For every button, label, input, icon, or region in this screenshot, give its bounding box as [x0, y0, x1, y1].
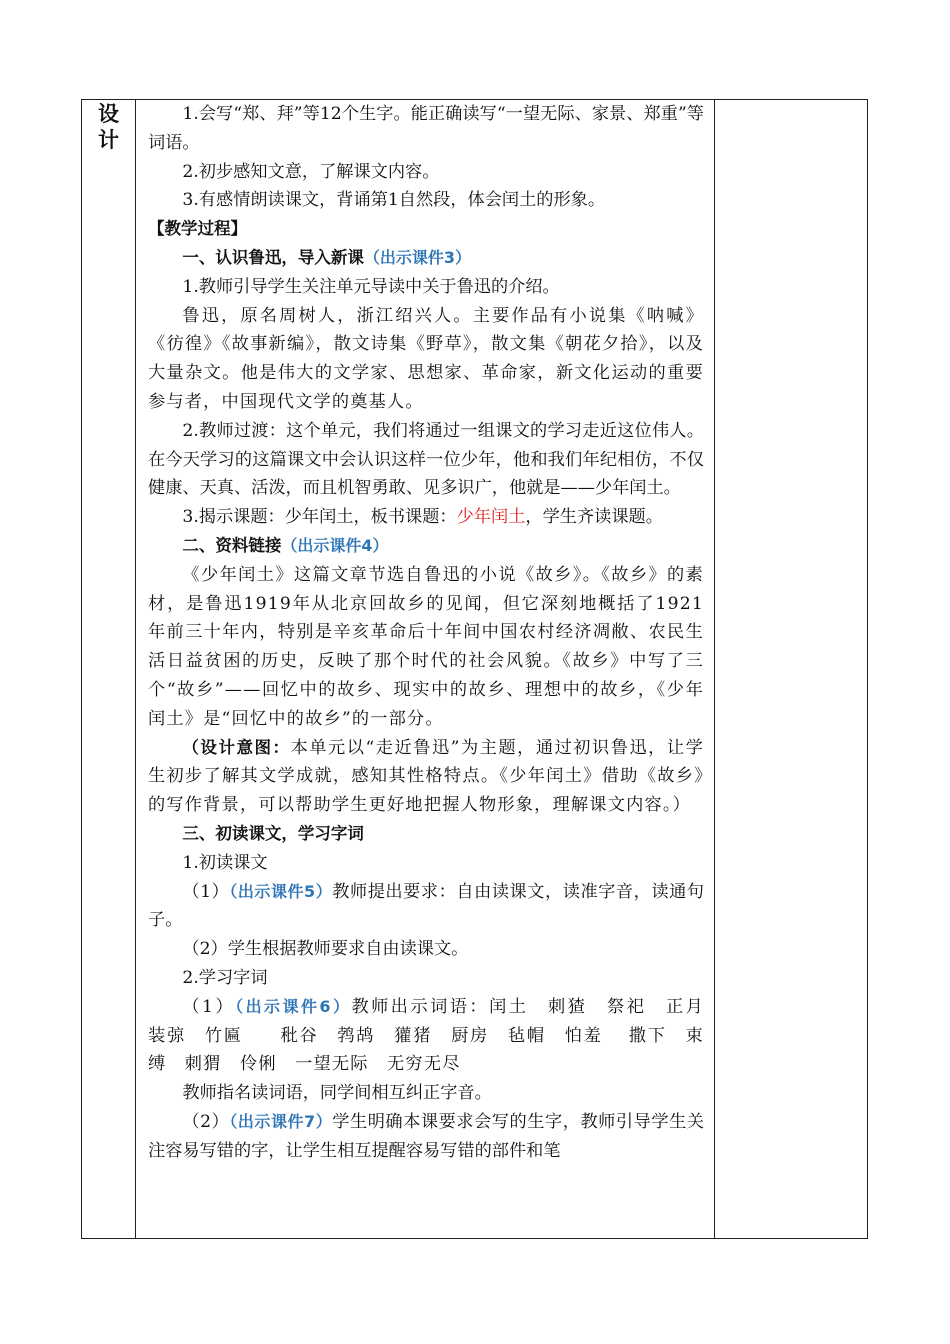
section-3-title: 三、初读课文，学习字词 [182, 823, 364, 843]
section-2-courseware-tag: （出示课件4） [281, 535, 389, 555]
process-title: 【教学过程】 [148, 219, 247, 239]
section-3-para-2-text: 教师提出要求：自由读课文，读准字音，读通句子。 [148, 881, 704, 931]
column-divider-right [714, 100, 715, 1238]
section-1-para-1: 1.教师引导学生关注单元导读中关于鲁迅的介绍。 [182, 276, 560, 297]
section-3-para-3: （2）学生根据教师要求自由读课文。 [182, 939, 469, 960]
section-3-para-2 [148, 878, 704, 936]
goal-1: 1.会写“郑、拜”等12个生字。能正确读写“一望无际、家景、郑重”等词语。 [148, 104, 704, 153]
row-label-char-1: 设 [98, 102, 119, 126]
section-3-para-7 [148, 1108, 704, 1166]
section-1-para-2: 鲁迅，原名周树人，浙江绍兴人。主要作品有小说集《呐喊》《彷徨》《故事新编》，散文诗集《野草》，散文集《朝花夕拾》，以及大量杂文。他是伟大的文学家、思想家、革命家，新文化运动的重要参与者，中国现代文学的奠基人。 [148, 305, 704, 412]
design-intent [148, 734, 704, 820]
section-2-title: 二、资料链接 [182, 535, 282, 555]
section-3-para-6: 教师指名读词语，同学间相互纠正字音。 [182, 1083, 492, 1104]
section-3-para-4: 2.学习字词 [182, 967, 268, 988]
goal-2: 2.初步感知文意，了解课文内容。 [182, 161, 440, 182]
board-title: 少年闰土 [456, 507, 526, 528]
vocabulary-list: 教师出示词语：闰土 刺猹 祭祀 正月 装弶 竹匾 秕谷 鹁鸪 獾猪 厨房 毡帽 怕羞 撒下 束缚 刺猬 伶俐 一望无际 无穷无尽 [148, 996, 723, 1075]
section-3-para-7-text: 学生明确本课要求会写的生字，教师引导学生关注容易写错的字，让学生相互提醒容易写错的部件和笔 [148, 1111, 704, 1161]
design-intent-text: 本单元以“走近鲁迅”为主题，通过初识鲁迅，让学生初步了解其文学成就，感知其性格特点。《少年闰土》借助《故乡》的写作背景，可以帮助学生更好地把握人物形象，理解课文内容。） [148, 737, 704, 816]
goal-3: 3.有感情朗读课文，背诵第1自然段，体会闰土的形象。 [182, 190, 606, 211]
section-2-heading [148, 532, 704, 561]
section-3-heading [148, 820, 704, 849]
section-3-para-2-num: （1） [182, 881, 230, 902]
section-3-para-7-tag: （出示课件7） [229, 1111, 333, 1131]
section-1-heading [148, 244, 704, 273]
section-3-para-5-tag: （出示课件6） [235, 996, 352, 1016]
section-3-para-2-tag: （出示课件5） [229, 881, 333, 901]
section-3-para-1: 1.初读课文 [182, 852, 268, 873]
section-1-title: 一、认识鲁迅，导入新课 [182, 247, 364, 267]
column-divider-left [135, 100, 136, 1238]
main-content [148, 100, 723, 1165]
design-intent-label: （设计意图： [182, 737, 291, 757]
row-label-char-2: 计 [98, 128, 119, 152]
section-1-para-4-b: ，学生齐读课题。 [525, 507, 663, 528]
row-label [82, 100, 135, 153]
section-3-para-5 [148, 993, 723, 1079]
section-3-para-5-num: （1） [182, 996, 236, 1017]
lesson-table [81, 99, 868, 1239]
section-2-para-1: 《少年闰土》这篇文章节选自鲁迅的小说《故乡》。《故乡》的素材，是鲁迅1919年从北京回故乡的见闻，但它深刻地概括了1921年前三十年内，特别是辛亥革命后十年间中国农村经济凋敝、农民生活日益贫困的历史，反映了那个时代的社会风貌。《故乡》中写了三个“故乡”——回忆中的故乡、现实中的故乡、理想中的故乡，《少年闰土》是“回忆中的故乡”的一部分。 [148, 564, 704, 729]
section-1-para-4 [148, 503, 704, 532]
section-1-para-3: 2.教师过渡：这个单元，我们将通过一组课文的学习走近这位伟人。在今天学习的这篇课文中会认识这样一位少年，他和我们年纪相仿，不仅健康、天真、活泼，而且机智勇敢、见多识广，他就是——少年闰土。 [148, 420, 704, 499]
section-1-para-4-a: 3.揭示课题：少年闰土，板书课题： [182, 507, 457, 528]
section-3-para-7-num: （2） [182, 1111, 230, 1132]
section-1-courseware-tag: （出示课件3） [363, 247, 472, 267]
